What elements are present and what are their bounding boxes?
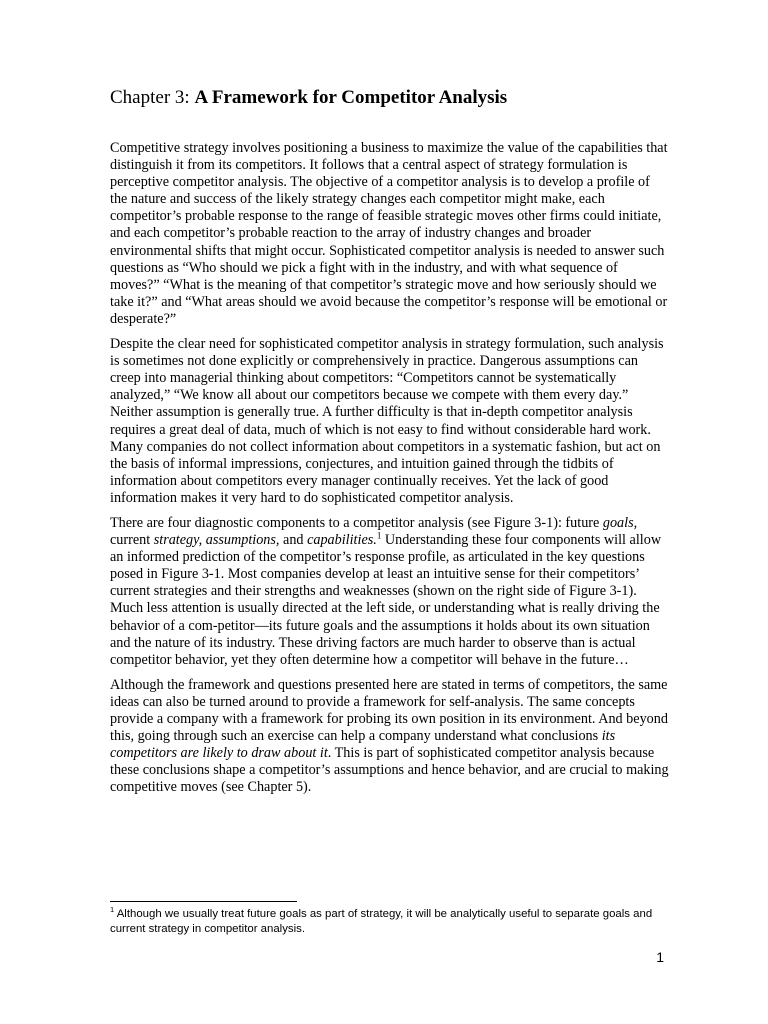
paragraph-3-strategy-assumptions: strategy, assumptions, — [153, 532, 280, 549]
paragraph-4-text-2: . This is part of sophisticated competitor analysis because these conclusions shape a competitor’s assumptions and hence behavior, and are crucial to making competitive moves (see Chapter 5). — [110, 745, 669, 796]
paragraph-3-text-2: current — [110, 532, 154, 549]
footnote-reference[interactable]: 1 — [376, 530, 382, 541]
footnote-divider — [110, 901, 297, 902]
chapter-title: A Framework for Competitor Analysis — [194, 87, 508, 108]
chapter-label: Chapter 3: — [110, 87, 190, 108]
paragraph-3-goals: goals, — [602, 514, 638, 531]
paragraph-1: Competitive strategy involves positioning a business to maximize the value of the capabilities that distinguish it from its competitors. It follows that a central aspect of strategy formulation is perceptive competitor analysis. The objective of a competitor analysis is to develop a profile of the nature and success of the likely strategy changes each competitor might make, each competitor’s probable response to the range of feasible strategic moves other firms could initiate, and each competitor’s probable reaction to the array of industry changes and broader environmental shifts that might occur. Sophisticated competitor analysis is needed to answer such questions as “Who should we pick a fight with in the industry, and with what sequence of moves?” “What is the meaning of that competitor’s strategic move and how seriously should we take it?” and “What areas should we avoid because the competitor’s response will be emotional or desperate?” — [110, 140, 668, 327]
paragraph-4-italic: its competitors are likely to draw about it — [110, 728, 616, 762]
paragraph-4 — [110, 677, 670, 797]
footnote-mark: 1 — [110, 905, 115, 915]
chapter-body — [110, 140, 670, 804]
page-number: 1 — [656, 949, 664, 965]
paragraph-3-capabilities: capabilities. — [307, 532, 377, 549]
paragraph-3-text-4: Understanding these four components will allow an informed prediction of the competitor’s response profile, as articulated in the key questions posed in Figure 3-1. Most companies develop at least an intuitive sense for their competitors’ current strategies and their strengths and weaknesses (shown on the right side of Figure 3-1). Much less attention is usually directed at the left side, or understanding what is really driving the behavior of a com-petitor—its future goals and the assumptions it holds about its own situation and the nature of its industry. These driving factors are much harder to observe than is actual competitor behavior, yet they often determine how a competitor will behave in the future… — [110, 532, 662, 668]
footnote-text: Although we usually treat future goals as part of strategy, it will be analytically useful to separate goals and current strategy in competitor analysis. — [110, 908, 653, 935]
chapter-heading — [110, 86, 507, 110]
footnote — [110, 907, 670, 937]
paragraph-2: Despite the clear need for sophisticated competitor analysis in strategy formulation, such analysis is sometimes not done explicitly or comprehensively in practice. Dangerous assumptions can creep into managerial thinking about competitors: “Competitors cannot be systematically analyzed,” “We know all about our competitors because we compete with them every day.” Neither assumption is generally true. A further difficulty is that in-depth competitor analysis requires a great deal of data, much of which is not easy to find without considerable hard work. Many companies do not collect information about competitors in a systematic fashion, but act on the basis of informal impressions, conjectures, and intuition gained through the tidbits of information about competitors every manager continually receives. Yet the lack of good information makes it very hard to do sophisticated competitor analysis. — [110, 336, 664, 506]
paragraph-3-text-3: and — [279, 532, 308, 549]
paragraph-3-text-1: There are four diagnostic components to a competitor analysis (see Figure 3-1): future — [110, 514, 603, 531]
paragraph-3 — [110, 515, 670, 669]
paragraph-4-text-1: Although the framework and questions presented here are stated in terms of competitors, the same ideas can also be turned around to provide a framework for self-analysis. The same concepts provide a company with a framework for probing its own position in its environment. And beyond this, going through such an exercise can help a company understand what conclusions — [110, 676, 668, 745]
